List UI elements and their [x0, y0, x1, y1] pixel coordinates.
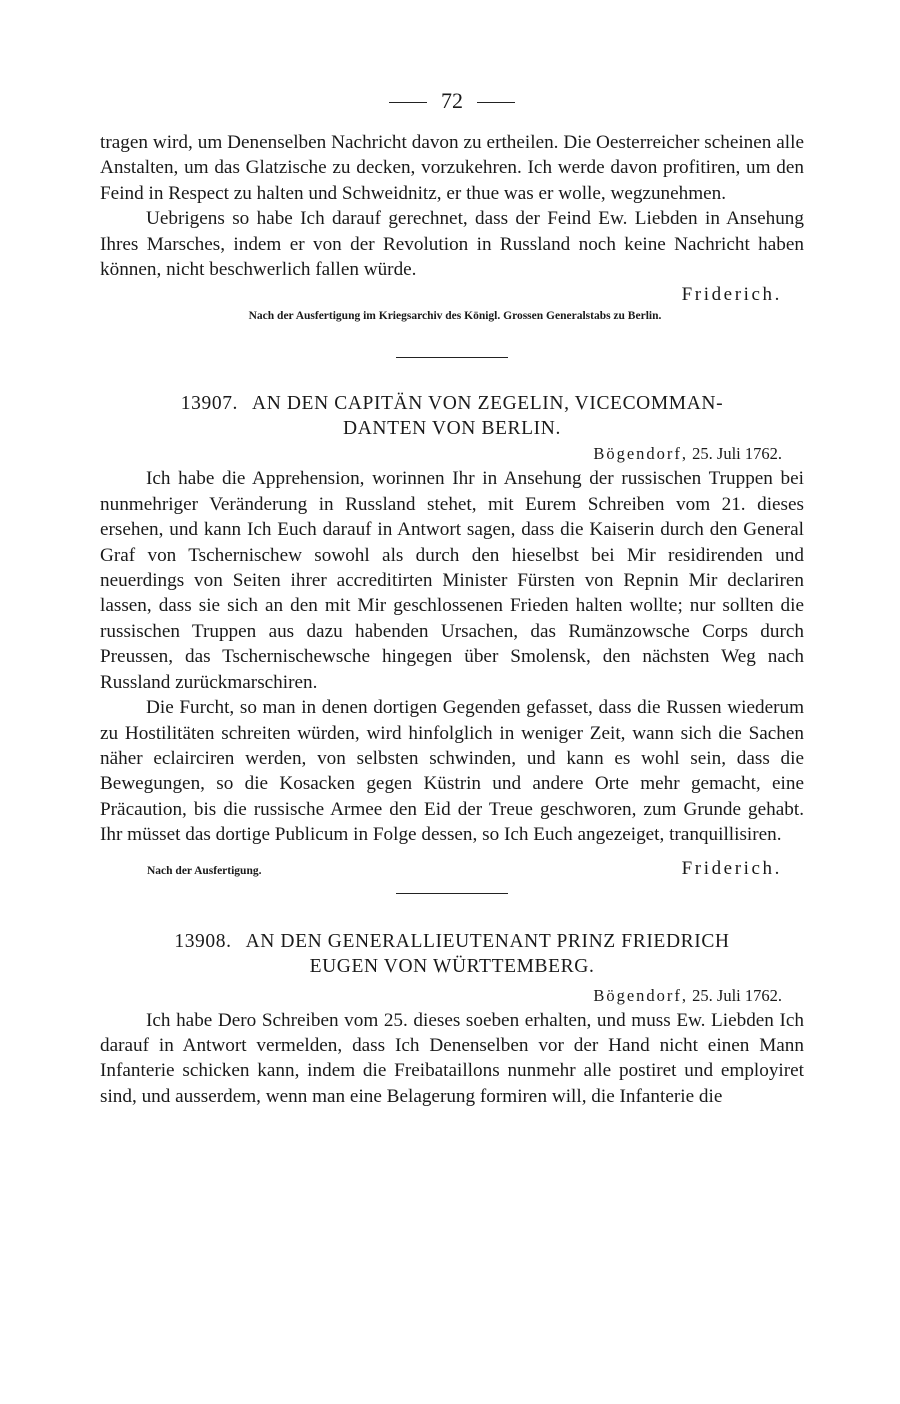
letter-13907-paragraph-2: Die Furcht, so man in denen dortigen Gegenden gefasset, dass die Russen wiederum zu Hostilitäten schreiten würden, wird hinfolglich in weniger Zeit, wann sich die Sachen näher eclairciren werden, von selbsten schwinden, und kann es wohl sein, dass die Bewegungen, so die Kosacken gegen Küstrin und andere Orte mehr gemacht, eine Präcaution, bis die russische Armee den Eid der Treue geschworen, zum Grunde gehabt. Ihr müsset das dortige Publicum in Folge dessen, so Ich Euch angezeiget, tranquillisiren. — [100, 697, 804, 846]
document-page — [100, 84, 804, 1109]
letter-13908-dateline — [100, 983, 804, 1008]
letter-13908-heading — [100, 929, 804, 979]
letter-13908-heading-line-2: EUGEN VON WÜRTTEMBERG. — [309, 955, 595, 977]
continuation-signature: Friderich. — [681, 284, 782, 306]
letter-13908-date-place: Bögendorf, — [593, 985, 689, 1005]
letter-13907-heading — [100, 391, 804, 441]
section-divider-2 — [396, 893, 508, 894]
letter-13908-date-day: 25. Juli 1762. — [692, 985, 782, 1005]
letter-13907-signature: Friderich. — [681, 857, 782, 879]
continuation-letter — [100, 130, 804, 325]
letter-13907-number: 13907. — [180, 393, 239, 415]
page-number-text: 72 — [441, 88, 463, 113]
continuation-paragraph-1: tragen wird, um Denenselben Nachricht davon zu ertheilen. Die Oesterreicher scheinen alle Anstalten, um das Glatzische zu decken, vorzukehren. Ich werde davon profitiren, um den Feind in Respect zu halten und Schweidnitz, er thue was er wolle, wegzunehmen. — [100, 132, 804, 204]
letter-13907-date-place: Bögendorf, — [593, 444, 689, 464]
letter-13908 — [100, 929, 804, 1110]
letter-13907-source-note: Nach der Ausfertigung. — [147, 864, 262, 877]
continuation-source-note: Nach der Ausfertigung im Kriegsarchiv des Königl. Grossen Generalstabs zu Berlin. — [248, 310, 662, 323]
letter-13907-heading-line-1 — [100, 391, 804, 416]
letter-13907 — [100, 391, 804, 880]
page-number-dash-left — [389, 102, 427, 103]
letter-13907-paragraph-1: Ich habe die Apprehension, worinnen Ihr in Ansehung der russischen Truppen bei nunmehriger Veränderung in Russland stehet, mit Eurem Schreiben vom 21. dieses ersehen, und kann Ich Euch darauf in Antwort sagen, dass die Kaiserin durch den General Graf von Tschernischew sowohl als durch den hieselbst bei Mir residirenden und neuerdings von Seiten ihrer accreditirten Minister Fürsten von Repnin Mir declariren lassen, dass sie sich an den mit Mir geschlossenen Frieden halten wollte; nur sollten die russischen Truppen aus dazu habenden Ursachen, das Rumänzowsche Corps durch Preussen, das Tschernischewsche hingegen über Smolensk, den nächsten Weg nach Russland zurückmarschiren. — [100, 468, 804, 693]
letter-13908-number: 13908. — [174, 930, 232, 952]
letter-13908-addressee: AN DEN GENERALLIEUTENANT PRINZ FRIEDRICH — [245, 930, 730, 952]
section-divider-1 — [396, 357, 508, 358]
letter-13908-heading-line-1 — [100, 929, 804, 954]
page-number-dash-right — [477, 102, 515, 103]
letter-13907-footer — [100, 856, 804, 881]
letter-13907-heading-line-2: DANTEN VON BERLIN. — [343, 418, 561, 440]
letter-13908-paragraph-1: Ich habe Dero Schreiben vom 25. dieses soeben erhalten, und muss Ew. Liebden Ich darauf in Antwort vermelden, dass Ich Denenselben vor der Hand nicht einen Mann Infanterie schicken kann, indem die Freibataillons nunmehr alle postiret und employiret sind, und ausserdem, wenn man eine Belagerung formiren will, die Infanterie die — [100, 1009, 804, 1107]
page-number — [100, 84, 804, 118]
continuation-paragraph-2: Uebrigens so habe Ich darauf gerechnet, dass der Feind Ew. Liebden in Ansehung Ihres Marsches, indem er von der Revolution in Russland noch keine Nachricht haben können, nicht beschwerlich fallen würde. — [100, 208, 804, 281]
letter-13907-date-day: 25. Juli 1762. — [692, 444, 782, 464]
letter-13907-addressee: AN DEN CAPITÄN VON ZEGELIN, VICECOMMAN- — [252, 393, 724, 415]
letter-13907-dateline — [100, 441, 804, 466]
